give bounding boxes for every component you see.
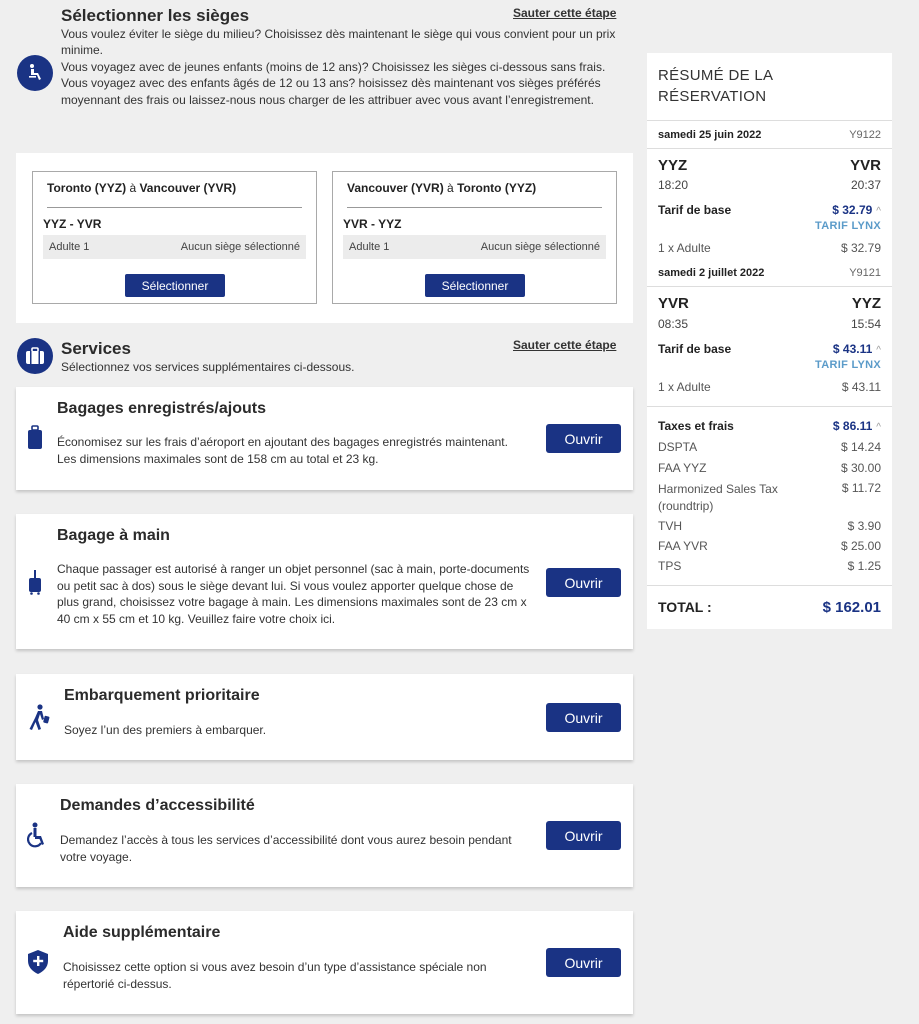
select-seat-button[interactable]: Sélectionner <box>125 274 225 297</box>
traveler-icon <box>28 703 50 736</box>
tax-item: FAA YYZ $ 30.00 <box>658 461 881 475</box>
tax-item: DSPTA $ 14.24 <box>658 440 881 454</box>
inbound-base-fare[interactable] <box>658 342 881 356</box>
shield-plus-icon <box>27 949 49 980</box>
tax-item: TPS $ 1.25 <box>658 559 881 573</box>
service-card-additional-help <box>16 911 633 1014</box>
chevron-up-icon[interactable]: ^ <box>876 345 881 356</box>
select-seat-button[interactable]: Sélectionner <box>425 274 525 297</box>
seat-status: Aucun siège sélectionné <box>480 241 600 253</box>
seat-description <box>61 26 636 108</box>
service-title: Bagage à main <box>57 527 170 544</box>
passenger-label: Adulte 1 <box>49 241 90 253</box>
service-card-checked-bags <box>16 387 633 490</box>
luggage-icon <box>17 338 53 374</box>
base-fare-label: Tarif de base <box>658 342 732 356</box>
seat-desc-3: Vous voyagez avec des enfants âgés de 12 ou 13 ans? hoisissez dès maintenant vos sièges préférés moyennant des frais ou laissez-nous nous charger de les attribuer avec vous avant l’enregistrement. <box>61 76 601 107</box>
passenger-amount: $ 32.79 <box>840 241 881 255</box>
outbound-airports <box>658 157 881 174</box>
flight-date: samedi 2 juillet 2022 <box>658 267 765 279</box>
taxes-row[interactable] <box>658 419 881 433</box>
seat-desc-1: Vous voulez éviter le siège du milieu? Choisissez dès maintenant le siège qui vous convient pour un prix minime. <box>61 27 616 58</box>
wheelchair-icon <box>27 822 47 853</box>
arrival-time: 20:37 <box>850 178 881 192</box>
passenger-row <box>343 235 606 259</box>
seat-desc-2: Vous voyagez avec de jeunes enfants (moins de 12 ans)? Choisissez les sièges ci-dessous sans frais. <box>61 59 606 74</box>
seat-skip-link[interactable]: Sauter cette étape <box>513 6 617 20</box>
total-amount: $ 162.01 <box>822 599 881 616</box>
service-card-carry-on <box>16 514 633 649</box>
tax-item: FAA YVR $ 25.00 <box>658 539 881 553</box>
outbound-base-fare[interactable] <box>658 203 881 217</box>
tax-item: Harmonized Sales Tax (roundtrip) $ 11.72 <box>658 481 881 513</box>
service-title: Embarquement prioritaire <box>64 687 260 704</box>
taxes-amount: $ 86.11 <box>832 419 873 433</box>
outbound-times <box>658 178 881 192</box>
open-checked-bags-button[interactable]: Ouvrir <box>546 424 621 453</box>
passenger-label: Adulte 1 <box>349 241 390 253</box>
total-row <box>658 599 881 616</box>
flight-route: Toronto (YYZ) à Vancouver (YVR) <box>47 181 302 208</box>
seat-panel <box>16 153 633 323</box>
inbound-passenger <box>658 380 881 394</box>
chevron-up-icon[interactable]: ^ <box>876 206 881 217</box>
passenger-amount: $ 43.11 <box>841 380 881 394</box>
carry-on-icon <box>27 569 43 600</box>
service-description: Choisissez cette option si vous avez besoin d’un type d’assistance spéciale non répertorié ci-dessus. <box>63 960 487 991</box>
open-additional-help-button[interactable]: Ouvrir <box>546 948 621 977</box>
checked-bag-icon <box>27 425 43 456</box>
service-description: Soyez l’un des premiers à embarquer. <box>64 723 267 737</box>
departure-time: 18:20 <box>658 178 689 192</box>
flight-code: YVR - YYZ <box>343 217 402 231</box>
service-card-accessibility <box>16 784 633 887</box>
departure-time: 08:35 <box>658 317 689 331</box>
flight-card-outbound <box>32 171 317 304</box>
outbound-fare-type <box>658 220 881 232</box>
fare-type: TARIF LYNX <box>815 359 881 371</box>
base-fare-amount: $ 43.11 <box>832 342 873 356</box>
inbound-times <box>658 317 881 331</box>
open-priority-boarding-button[interactable]: Ouvrir <box>546 703 621 732</box>
inbound-airports <box>658 295 881 312</box>
fare-type: TARIF LYNX <box>815 220 881 232</box>
flight-route: Vancouver (YVR) à Toronto (YYZ) <box>347 181 602 208</box>
taxes-label: Taxes et frais <box>658 419 734 433</box>
inbound-date-row <box>658 267 881 279</box>
booking-summary <box>647 53 892 629</box>
services-title: Services <box>61 339 131 358</box>
service-title: Demandes d’accessibilité <box>60 797 255 814</box>
flight-code: YYZ - YVR <box>43 217 102 231</box>
open-carry-on-button[interactable]: Ouvrir <box>546 568 621 597</box>
arrival-airport: YVR <box>850 157 881 174</box>
chevron-up-icon[interactable]: ^ <box>876 422 881 433</box>
inbound-fare-type <box>658 359 881 371</box>
service-title: Aide supplémentaire <box>63 924 221 941</box>
service-title: Bagages enregistrés/ajouts <box>57 400 266 417</box>
summary-title: RÉSUMÉ DE LA RÉSERVATION <box>658 67 774 105</box>
passenger-count: 1 x Adulte <box>658 241 711 255</box>
flight-number: Y9121 <box>849 267 881 279</box>
departure-airport: YVR <box>658 295 689 312</box>
base-fare-amount: $ 32.79 <box>832 203 873 217</box>
passenger-count: 1 x Adulte <box>658 380 711 394</box>
open-accessibility-button[interactable]: Ouvrir <box>546 821 621 850</box>
service-card-priority-boarding <box>16 674 633 760</box>
seat-section-title: Sélectionner les sièges <box>61 6 250 25</box>
seat-icon <box>17 55 53 91</box>
services-skip-link[interactable]: Sauter cette étape <box>513 338 617 352</box>
flight-card-return <box>332 171 617 304</box>
arrival-airport: YYZ <box>851 295 881 312</box>
outbound-passenger <box>658 241 881 255</box>
seat-status: Aucun siège sélectionné <box>180 241 300 253</box>
tax-item: TVH $ 3.90 <box>658 519 881 533</box>
departure-airport: YYZ <box>658 157 688 174</box>
base-fare-label: Tarif de base <box>658 203 732 217</box>
flight-number: Y9122 <box>849 129 881 141</box>
outbound-date-row <box>658 129 881 141</box>
service-description: Demandez l’accès à tous les services d’accessibilité dont vous aurez besoin pendant votre voyage. <box>60 833 512 864</box>
flight-date: samedi 25 juin 2022 <box>658 129 762 141</box>
services-subtitle: Sélectionnez vos services supplémentaires ci-dessous. <box>61 360 355 374</box>
passenger-row <box>43 235 306 259</box>
total-label: TOTAL : <box>658 599 712 615</box>
service-description: Économisez sur les frais d’aéroport en ajoutant des bagages enregistrés maintenant. Les dimensions maximales sont de 158 cm au total et 23 kg. <box>57 435 508 466</box>
service-description: Chaque passager est autorisé à ranger un objet personnel (sac à main, porte-documents ou petit sac à dos) sous le siège devant lui. Si vous voulez apporter quelque chose de plus grand, choisissez votre bagage à main. Les dimensions maximales sont de 23 cm x 40 cm x 55 cm et 10 kg. Veuillez faire votre choix ici. <box>57 562 530 626</box>
arrival-time: 15:54 <box>850 317 881 331</box>
